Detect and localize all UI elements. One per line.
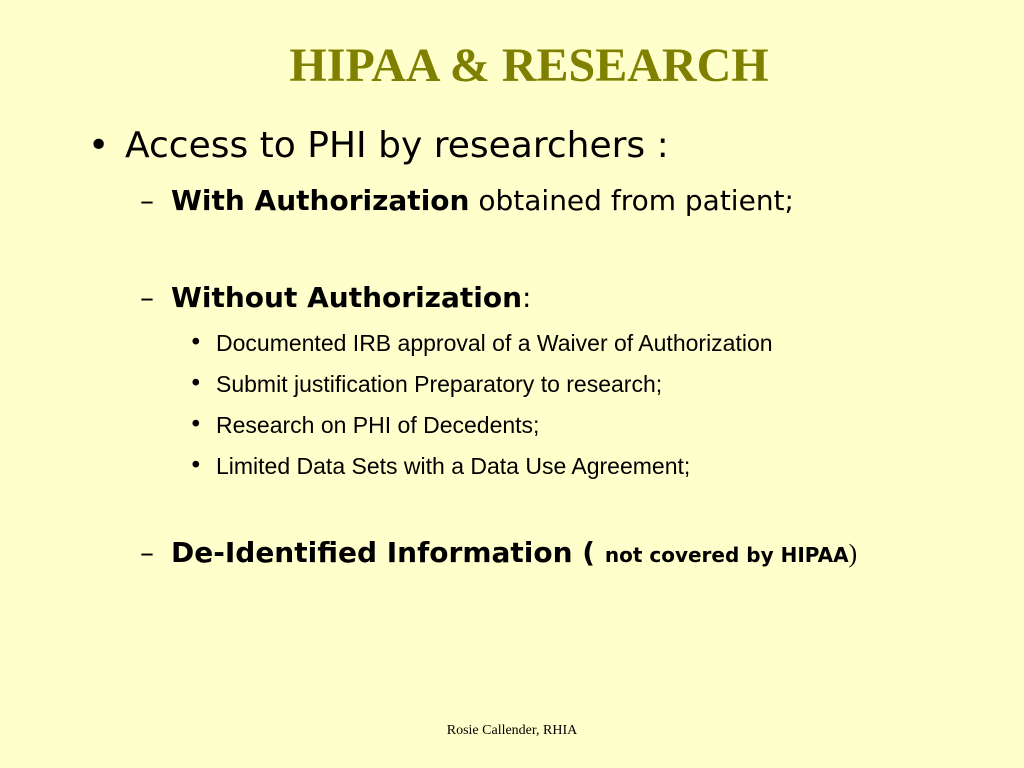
sub-bullet-marker: • [189,453,203,479]
slide-footer: Rosie Callender, RHIA [446,723,578,738]
dash-marker: – [140,536,154,569]
sub-item-close-paren: ) [848,539,858,568]
sub-item-with-authorization [171,183,794,219]
sub-item-bold-label: With Authorization [171,184,470,217]
dash-marker: – [140,184,154,217]
sub-item-small-bold: not covered by HIPAA [604,543,849,567]
sub-sub-item-preparatory: Submit justification Preparatory to research; [216,371,663,397]
sub-item-without-authorization [171,280,531,316]
sub-item-rest: obtained from patient; [469,184,794,217]
dash-marker: – [140,281,154,314]
sub-bullet-marker: • [189,412,203,438]
sub-item-de-identified [171,535,857,573]
sub-sub-item-decedents: Research on PHI of Decedents; [216,412,540,438]
sub-item-bold-label: De-Identified Information ( [171,536,605,569]
slide-title: HIPAA & RESEARCH [289,39,769,92]
sub-item-rest: : [522,281,532,314]
sub-sub-item-irb-waiver: Documented IRB approval of a Waiver of Authorization [216,330,773,356]
sub-item-bold-label: Without Authorization [171,281,523,314]
sub-bullet-marker: • [189,330,203,356]
bullet-marker: • [88,125,110,166]
sub-sub-item-limited-data-sets: Limited Data Sets with a Data Use Agreement; [216,453,691,479]
bullet-access-to-phi: Access to PHI by researchers : [125,125,669,166]
sub-bullet-marker: • [189,371,203,397]
